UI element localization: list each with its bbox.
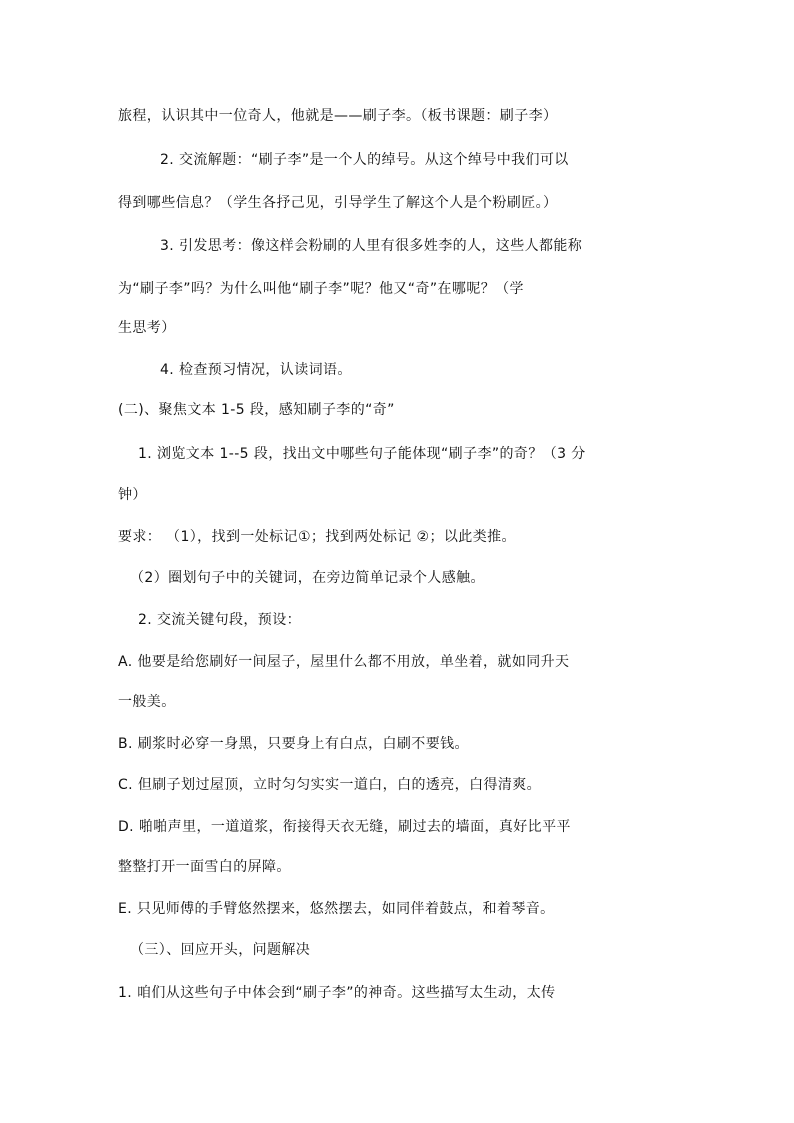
text-line: 1. 浏览文本 1--5 段，找出文中哪些句子能体现“刷子李”的奇？（3 分 [138,446,586,462]
text-line: 3. 引发思考：像这样会粉刷的人里有很多姓李的人，这些人都能称 [160,238,583,254]
section-heading: （三）、回应开头，问题解决 [130,942,311,958]
text-line: 要求： （1），找到一处标记①；找到两处标记 ②；以此类推。 [118,529,516,545]
section-heading: (二)、聚焦文本 1-5 段，感知刷子李的“奇” [118,402,395,418]
text-line: （2）圈划句子中的关键词，在旁边简单记录个人感触。 [130,570,485,586]
text-line: 一般美。 [118,694,176,710]
text-line: 为“刷子李”吗？为什么叫他“刷子李”呢？他又“奇”在哪呢？（学 [118,281,524,297]
list-item: D. 啪啪声里，一道道浆，衔接得天衣无缝，刷过去的墙面，真好比平平 [118,819,571,835]
text-line: 整整打开一面雪白的屏障。 [118,859,291,875]
text-line: 2. 交流关键句段，预设： [138,612,302,628]
text-line: 1. 咱们从这些句子中体会到“刷子李”的神奇。这些描写太生动，太传 [118,985,556,1001]
list-item: B. 刷浆时必穿一身黑，只要身上有白点，白刷不要钱。 [118,736,469,752]
text-line: 生思考） [118,320,176,336]
text-line: 得到哪些信息？（学生各抒己见，引导学生了解这个人是个粉刷匠。） [118,195,558,211]
text-line: 4. 检查预习情况，认读词语。 [160,362,352,378]
text-line: 旅程，认识其中一位奇人，他就是——刷子李。（板书课题：刷子李） [118,108,558,124]
list-item: A. 他要是给您刷好一间屋子，屋里什么都不用放，单坐着，就如同升天 [118,654,570,670]
text-line: 钟） [118,487,147,503]
text-line: 2. 交流解题：“刷子李”是一个人的绰号。从这个绰号中我们可以 [160,152,569,168]
list-item: E. 只见师傅的手臂悠然摆来，悠然摆去，如同伴着鼓点，和着琴音。 [118,901,555,917]
list-item: C. 但刷子划过屋顶，立时匀匀实实一道白，白的透亮，白得清爽。 [118,777,542,793]
